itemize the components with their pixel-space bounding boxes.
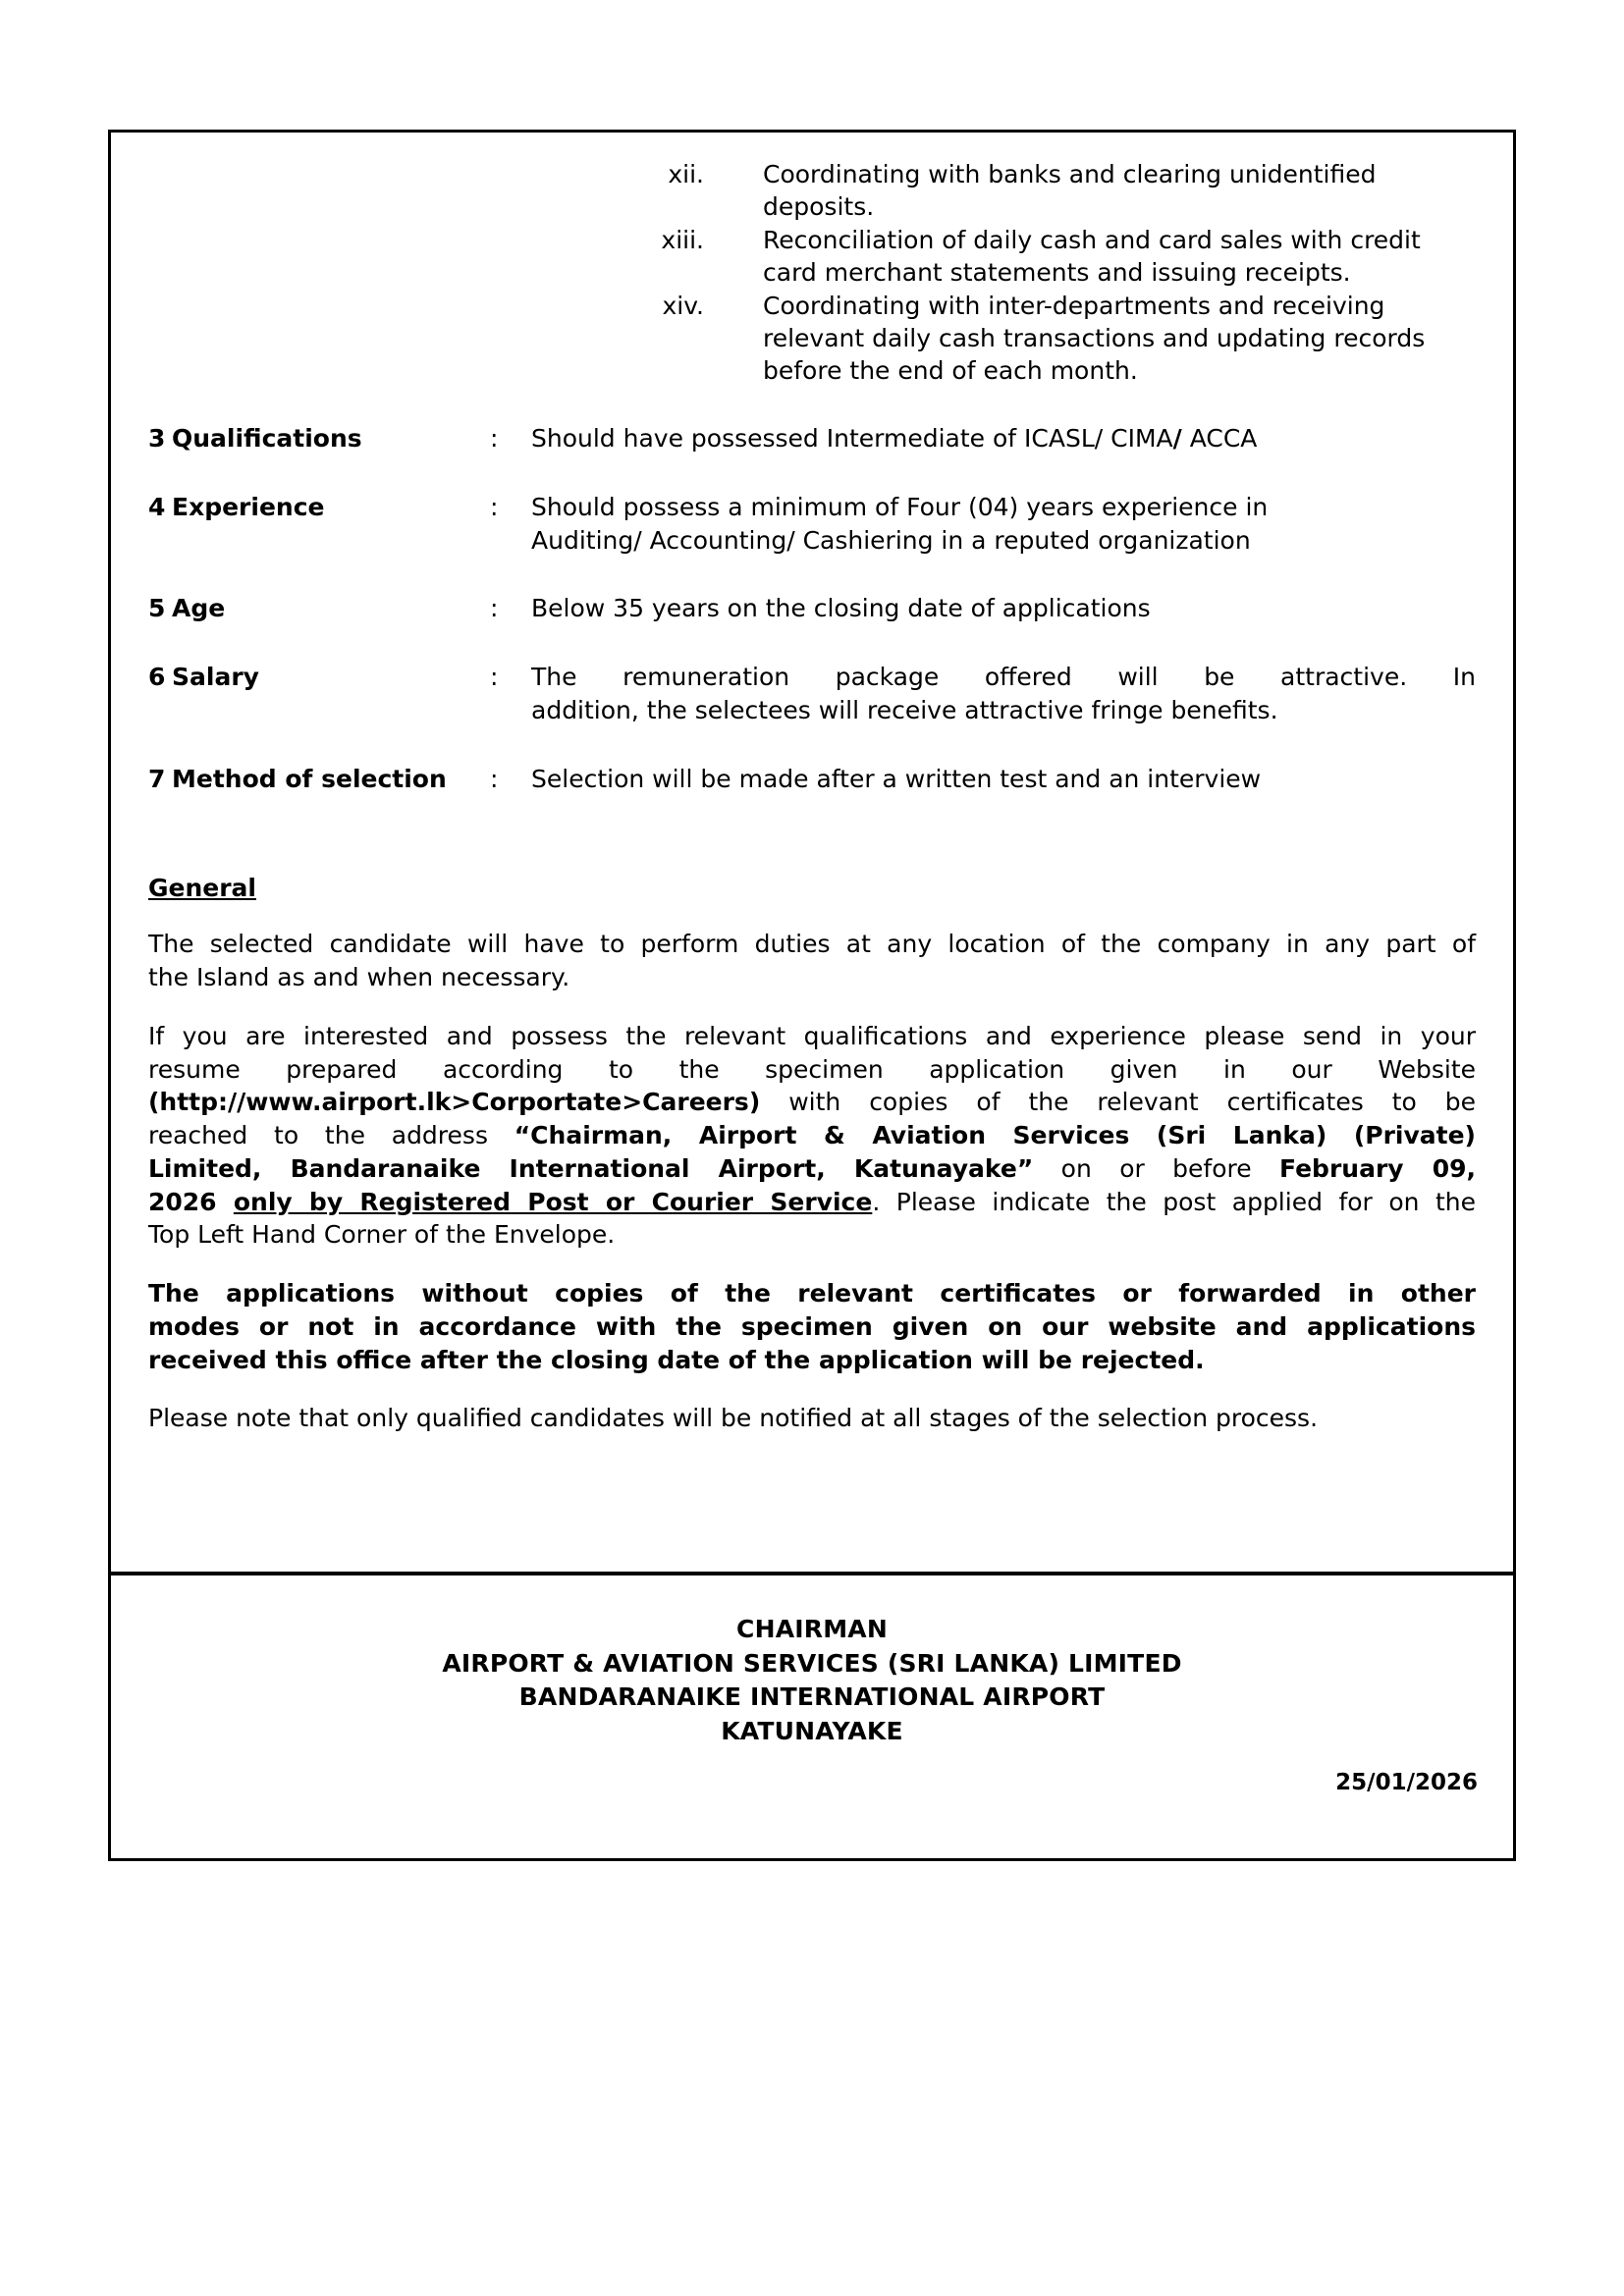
field-value-line: addition, the selectees will receive attractive fringe benefits. [531, 695, 1278, 724]
paragraph-line: resume prepared according to the specimen application given in our Website [148, 1054, 1476, 1084]
paragraph-line-deadline [148, 1186, 1476, 1219]
paragraph-line-address [148, 1119, 1476, 1152]
field-number: 3 [148, 424, 166, 453]
field-value-line: The remuneration package offered will be attractive. In [531, 663, 1476, 691]
duty-line: deposits. [763, 192, 875, 221]
footer-date: 25/01/2026 [1335, 1770, 1478, 1795]
paragraph-text: . Please indicate the post applied for on the [872, 1187, 1476, 1216]
paragraph-line-website [148, 1086, 1476, 1119]
footer-signature-block [111, 1575, 1513, 1858]
paragraph-text: on or before [1033, 1153, 1280, 1183]
duty-line: Reconciliation of daily cash and card sales with credit [763, 226, 1421, 254]
field-number: 6 [148, 663, 166, 691]
paragraph-line: Top Left Hand Corner of the Envelope. [148, 1220, 616, 1250]
field-label-text: Experience [172, 492, 325, 521]
paragraph-text: with copies of the relevant certificates to be [760, 1088, 1476, 1117]
duty-line: Coordinating with inter-departments and receiving [763, 292, 1385, 320]
duty-text [704, 224, 1476, 289]
duty-numeral: xiv. [662, 292, 704, 320]
field-label [148, 763, 490, 796]
field-row-age [148, 592, 1476, 625]
duty-text [704, 290, 1476, 387]
general-section [148, 795, 1476, 1435]
field-label [148, 661, 490, 694]
deadline-date: February 09, [1279, 1153, 1477, 1183]
field-value [531, 491, 1476, 558]
field-label [148, 491, 490, 524]
field-colon: : [490, 594, 499, 623]
duties-list [148, 158, 1476, 387]
general-paragraph-1 [148, 928, 1476, 994]
duty-text [704, 158, 1476, 223]
document-content [148, 158, 1476, 1435]
field-value-line: Selection will be made after a written test and an interview [531, 764, 1262, 793]
deadline-year: 2026 [148, 1187, 234, 1216]
duty-line: relevant daily cash transactions and updating records [763, 324, 1426, 352]
list-item [148, 224, 1476, 289]
field-label-text: Age [172, 594, 226, 623]
field-value [531, 661, 1476, 727]
field-row-salary [148, 661, 1476, 727]
paragraph-line: The selected candidate will have to perform duties at any location of the company in any part of [148, 930, 1476, 959]
footer-line-airport: BANDARANAIKE INTERNATIONAL AIRPORT [518, 1682, 1106, 1711]
field-number: 5 [148, 594, 166, 623]
field-row-experience [148, 491, 1476, 558]
field-label-text: Method of selection [172, 764, 447, 793]
paragraph-line: the Island as and when necessary. [148, 963, 570, 991]
field-number: 7 [148, 764, 166, 793]
paragraph-text: reached to the address [148, 1121, 514, 1149]
duty-line: before the end of each month. [763, 356, 1138, 385]
document-page-border [108, 130, 1516, 1861]
field-row-qualifications [148, 422, 1476, 455]
general-paragraph-application [148, 1020, 1476, 1252]
field-value [531, 422, 1476, 455]
list-item [148, 158, 1476, 223]
field-label-text: Salary [172, 663, 259, 691]
footer-line-chairman: CHAIRMAN [736, 1615, 888, 1643]
field-colon: : [490, 424, 499, 453]
general-paragraph-rejection-notice [148, 1277, 1476, 1376]
document-body [111, 133, 1513, 1575]
address-text: Limited, Bandaranaike International Airport, Katunayake” [148, 1153, 1034, 1183]
duty-line: Coordinating with banks and clearing unidentified [763, 160, 1377, 188]
field-label [148, 422, 490, 455]
delivery-method: only by Registered Post or Courier Service [233, 1187, 873, 1216]
paragraph-line: The applications without copies of the relevant certificates or forwarded in other [148, 1279, 1476, 1308]
field-value-line: Should possess a minimum of Four (04) years experience in [531, 492, 1269, 521]
footer-line-company: AIRPORT & AVIATION SERVICES (SRI LANKA) LIMITED [442, 1648, 1182, 1678]
duty-numeral: xii. [668, 160, 704, 188]
duty-numeral: xiii. [661, 226, 704, 254]
footer-line-city: KATUNAYAKE [721, 1716, 903, 1745]
website-url: (http://www.airport.lk>Corportate>Careers) [148, 1088, 761, 1117]
field-value [531, 592, 1476, 625]
field-label-text: Qualifications [172, 424, 362, 453]
field-row-method-of-selection [148, 763, 1476, 796]
field-value-line: Below 35 years on the closing date of applications [531, 594, 1151, 623]
paragraph-line-address-2 [148, 1152, 1476, 1186]
address-text: “Chairman, Airport & Aviation Services (Sri Lanka) (Private) [514, 1121, 1476, 1149]
paragraph-line: received this office after the closing date of the application will be rejected. [148, 1345, 1205, 1374]
field-number: 4 [148, 492, 166, 521]
field-value-line: Auditing/ Accounting/ Cashiering in a reputed organization [531, 525, 1251, 555]
field-colon: : [490, 492, 499, 521]
field-value [531, 763, 1476, 796]
field-label [148, 592, 490, 625]
paragraph-line: If you are interested and possess the relevant qualifications and experience please send in your [148, 1021, 1476, 1050]
general-paragraph-notification: Please note that only qualified candidates will be notified at all stages of the selection process. [148, 1404, 1319, 1433]
field-colon: : [490, 663, 499, 691]
list-item [148, 290, 1476, 387]
paragraph-line: modes or not in accordance with the specimen given on our website and applications [148, 1311, 1476, 1341]
general-heading: General [148, 874, 256, 903]
field-colon: : [490, 764, 499, 793]
field-value-line: Should have possessed Intermediate of ICASL/ CIMA/ ACCA [531, 424, 1258, 453]
duty-line: card merchant statements and issuing receipts. [763, 258, 1351, 287]
